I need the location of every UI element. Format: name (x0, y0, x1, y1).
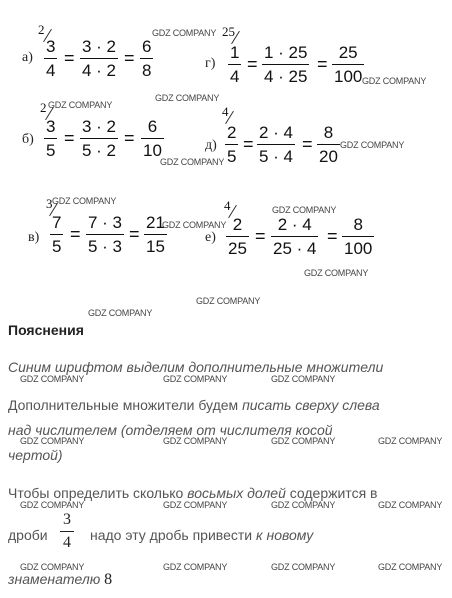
equals: = (247, 54, 258, 74)
watermark: GDZ COMPANY (20, 436, 85, 446)
multiplier-a: 2 (38, 22, 45, 37)
watermark: GDZ COMPANY (304, 268, 369, 278)
multiplier-e: 4 (224, 198, 231, 213)
equals: = (64, 48, 75, 68)
watermark: GDZ COMPANY (271, 500, 336, 510)
fraction-e-3: 8 100 (344, 215, 373, 258)
fraction-b-3: 6 10 (143, 117, 162, 160)
watermark: GDZ COMPANY (162, 220, 227, 230)
fraction-a-3: 6 8 (142, 37, 152, 80)
watermark: GDZ COMPANY (155, 93, 220, 103)
watermark: GDZ COMPANY (362, 76, 427, 86)
watermark: GDZ COMPANY (272, 205, 337, 215)
fraction-b-1: 3 5 (46, 117, 56, 160)
fraction-g-2: 1 · 25 4 · 25 (264, 43, 308, 86)
label-b: б) (22, 132, 34, 147)
label-g: г) (205, 56, 216, 71)
fraction-g-3: 25 100 (334, 43, 363, 86)
fraction-v-3: 21 15 (146, 213, 165, 256)
label-d: д) (205, 138, 217, 153)
equals: = (243, 134, 254, 154)
explanation-line-1: Синим шрифтом выделим дополнительные множители (8, 359, 384, 375)
watermark: GDZ COMPANY (271, 562, 336, 572)
watermark: GDZ COMPANY (52, 196, 117, 206)
equals: = (124, 128, 135, 148)
watermark: GDZ COMPANY (271, 436, 336, 446)
watermark: GDZ COMPANY (160, 157, 225, 167)
multiplier-b: 2 (40, 100, 47, 115)
equals: = (70, 224, 81, 244)
explanation-line-6-suffix: надо эту дробь привести к новому (90, 527, 314, 543)
watermark: GDZ COMPANY (20, 500, 85, 510)
watermark: GDZ COMPANY (340, 140, 405, 150)
fraction-e-2: 2 · 4 25 · 4 (273, 215, 317, 258)
fraction-g-1: 1 4 (230, 43, 240, 86)
watermark: GDZ COMPANY (163, 500, 228, 510)
equals: = (124, 48, 135, 68)
watermark: GDZ COMPANY (196, 296, 261, 306)
equals: = (255, 226, 266, 246)
multiplier-v: 3 (46, 196, 53, 211)
inline-fraction-3-4: 3 4 (60, 512, 74, 551)
fraction-d-3: 8 20 (319, 123, 338, 166)
watermark: GDZ COMPANY (378, 436, 443, 446)
watermark: GDZ COMPANY (88, 308, 153, 318)
watermark: GDZ COMPANY (163, 562, 228, 572)
multiplier-d: 4 (222, 104, 229, 119)
explanation-heading: Пояснения (8, 322, 84, 338)
watermark: GDZ COMPANY (378, 500, 443, 510)
fraction-d-1: 2 5 (227, 123, 237, 166)
equals: = (302, 134, 313, 154)
equals: = (64, 128, 75, 148)
equals: = (317, 54, 328, 74)
label-a: а) (22, 50, 33, 65)
label-e: е) (205, 230, 216, 245)
watermark: GDZ COMPANY (20, 374, 85, 384)
explanation-line-4: чертой) (8, 447, 63, 463)
equals: = (129, 224, 140, 244)
fraction-d-2: 2 · 4 5 · 4 (259, 123, 294, 166)
watermark: GDZ COMPANY (271, 374, 336, 384)
explanation-line-7: знаменателю 8 (8, 571, 113, 588)
equals: = (327, 226, 338, 246)
explanation-line-5: Чтобы определить сколько восьмых долей содержится в (8, 485, 378, 501)
watermark: GDZ COMPANY (378, 562, 443, 572)
fraction-a-2: 3 · 2 4 · 2 (82, 37, 117, 80)
watermark: GDZ COMPANY (163, 374, 228, 384)
multiplier-g: 25 (222, 24, 235, 39)
explanation-line-3: над числителем (отделяем от числителя косой (8, 422, 333, 438)
watermark: GDZ COMPANY (152, 28, 217, 38)
watermark: GDZ COMPANY (163, 436, 228, 446)
explanation-line-6-prefix: дроби (8, 527, 48, 543)
watermark: GDZ COMPANY (20, 562, 85, 572)
explanation-line-2: Дополнительные множители будем писать сверху слева (8, 397, 380, 413)
fraction-a-1: 3 4 (46, 37, 56, 80)
fraction-b-2: 3 · 2 5 · 2 (82, 117, 117, 160)
fraction-e-1: 2 25 (228, 215, 247, 258)
fraction-v-2: 7 · 3 5 · 3 (88, 213, 123, 256)
watermark: GDZ COMPANY (48, 100, 113, 110)
label-v: в) (28, 230, 40, 245)
fraction-v-1: 7 5 (52, 213, 62, 256)
